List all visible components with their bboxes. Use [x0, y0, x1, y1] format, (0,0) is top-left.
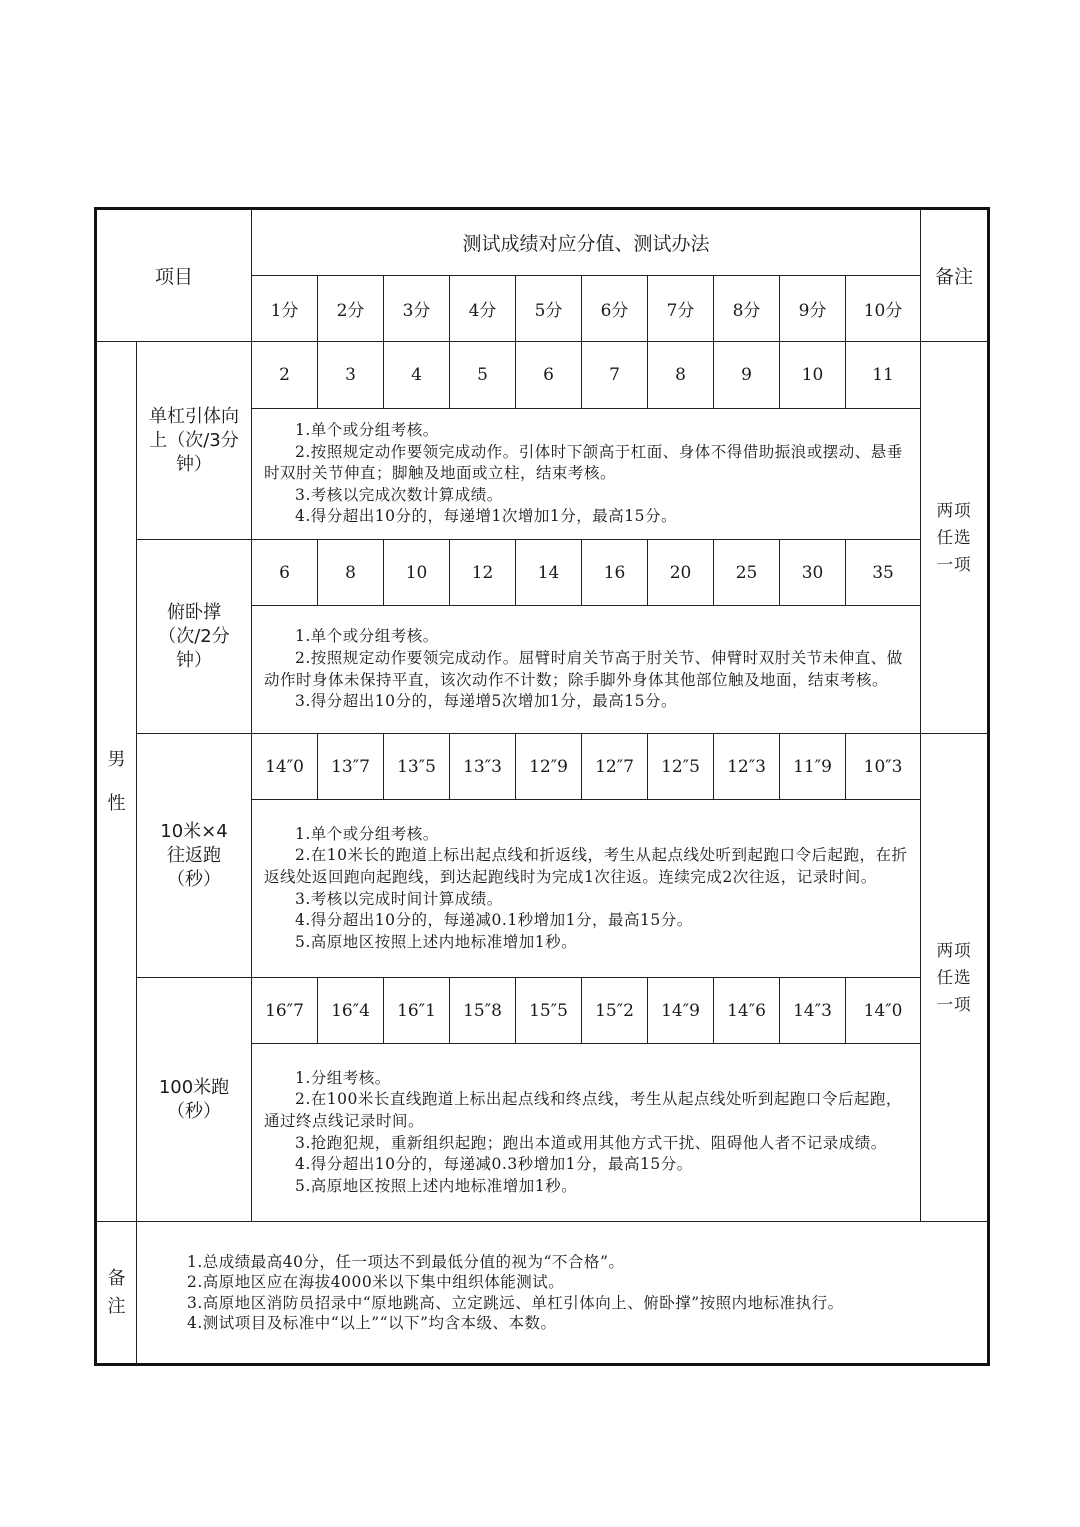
note-line: 两项 [936, 941, 972, 960]
item-name-cell [137, 342, 252, 540]
method-line: 1.单个或分组考核。 [295, 421, 439, 440]
item-name-cell [137, 540, 252, 734]
method-line: 3.得分超出10分的，每递增5次增加1分，最高15分。 [295, 692, 677, 711]
method-line: 3.考核以完成时间计算成绩。 [295, 889, 503, 908]
item-name-line: （次/2分 [158, 625, 230, 647]
method-line: 1.单个或分组考核。 [295, 824, 439, 843]
score-value: 35 [846, 540, 921, 606]
value-row [96, 734, 989, 800]
item-name-line: （秒） [167, 868, 221, 890]
note-header: 备注 [921, 209, 989, 342]
score-value: 15″5 [516, 978, 582, 1044]
note-line: 任选 [936, 968, 972, 987]
score-value: 7 [582, 342, 648, 409]
remarks-label-char: 注 [107, 1295, 126, 1317]
score-value: 2 [252, 342, 318, 409]
score-header: 2分 [318, 276, 384, 342]
score-header: 4分 [450, 276, 516, 342]
score-value: 6 [516, 342, 582, 409]
score-value: 14 [516, 540, 582, 606]
method-line: 4.得分超出10分的，每递减0.1秒增加1分，最高15分。 [295, 911, 693, 930]
remarks-row [96, 1222, 989, 1365]
score-value: 6 [252, 540, 318, 606]
score-header: 8分 [714, 276, 780, 342]
item-name-line: （秒） [167, 1100, 221, 1122]
method-line: 2.在10米长的跑道上标出起点线和折返线，考生从起点线处听到起跑口令后起跑，在折返线处返回跑向起跑线，到达起跑线时为完成1次往返。连续完成2次往返，记录时间。 [264, 846, 908, 886]
score-value: 20 [648, 540, 714, 606]
method-line: 5.高原地区按照上述内地标准增加1秒。 [295, 1176, 578, 1195]
score-value: 14″0 [846, 978, 921, 1044]
value-row [96, 540, 989, 606]
score-header: 6分 [582, 276, 648, 342]
test-method-cell [252, 1044, 921, 1222]
standards-sheet [94, 207, 987, 1366]
score-value: 4 [384, 342, 450, 409]
remarks-line: 1.总成绩最高40分，任一项达不到最低分值的视为“不合格”。 [187, 1252, 625, 1271]
score-value: 16″7 [252, 978, 318, 1044]
method-line: 3.抢跑犯规，重新组织起跑；跑出本道或用其他方式干扰、阻碍他人者不记录成绩。 [295, 1133, 887, 1152]
header-row [96, 209, 989, 276]
score-header: 9分 [780, 276, 846, 342]
item-name-cell [137, 978, 252, 1222]
score-value: 16″1 [384, 978, 450, 1044]
note-text [921, 937, 987, 1018]
item-header: 项目 [96, 209, 252, 342]
method-line: 2.在100米长直线跑道上标出起点线和终点线，考生从起点线处听到起跑口令后起跑，通过终点线记录时间。 [264, 1090, 902, 1130]
remarks-line: 3.高原地区消防员招录中“原地跳高、立定跳远、单杠引体向上、俯卧撑”按照内地标准执行。 [187, 1293, 844, 1312]
score-value: 12″7 [582, 734, 648, 800]
note-text [921, 497, 987, 578]
score-value: 12″9 [516, 734, 582, 800]
note-line: 一项 [936, 555, 972, 574]
score-value: 14″0 [252, 734, 318, 800]
score-value: 13″5 [384, 734, 450, 800]
method-line: 4.得分超出10分的，每递减0.3秒增加1分，最高15分。 [295, 1155, 693, 1174]
score-value: 11″9 [780, 734, 846, 800]
remarks-label-char: 备 [107, 1267, 126, 1289]
note-line: 任选 [936, 528, 972, 547]
value-row [96, 342, 989, 409]
score-value: 12″5 [648, 734, 714, 800]
score-value: 16″4 [318, 978, 384, 1044]
remarks-line: 2.高原地区应在海拔4000米以下集中组织体能测试。 [187, 1273, 565, 1291]
item-name-cell [137, 734, 252, 978]
test-method-cell [252, 800, 921, 978]
gender-cell [96, 342, 137, 1222]
score-value: 14″6 [714, 978, 780, 1044]
score-header: 3分 [384, 276, 450, 342]
item-name-line: 往返跑 [167, 844, 221, 866]
score-value: 8 [318, 540, 384, 606]
score-value: 16 [582, 540, 648, 606]
score-value: 14″9 [648, 978, 714, 1044]
test-method-cell [252, 409, 921, 540]
item-name-line: 钟） [176, 453, 212, 475]
score-value: 14″3 [780, 978, 846, 1044]
remarks-line: 4.测试项目及标准中“以上”“以下”均含本级、本数。 [187, 1314, 557, 1332]
item-name-line: 俯卧撑 [167, 601, 221, 623]
score-header: 5分 [516, 276, 582, 342]
score-value: 12″3 [714, 734, 780, 800]
method-line: 5.高原地区按照上述内地标准增加1秒。 [295, 932, 578, 951]
item-name-line: 10米×4 [160, 820, 228, 842]
scores-title: 测试成绩对应分值、测试办法 [252, 209, 921, 276]
value-row [96, 978, 989, 1044]
score-value: 15″8 [450, 978, 516, 1044]
score-value: 8 [648, 342, 714, 409]
item-name-line: 钟） [176, 649, 212, 671]
remarks-content [137, 1222, 989, 1365]
method-line: 4.得分超出10分的，每递增1次增加1分，最高15分。 [295, 507, 677, 526]
score-value: 9 [714, 342, 780, 409]
score-value: 10 [780, 342, 846, 409]
score-value: 25 [714, 540, 780, 606]
gender-char: 性 [107, 792, 126, 814]
note-line: 一项 [936, 995, 972, 1014]
item-name-line: 单杠引体向 [149, 405, 239, 427]
gender-char: 男 [107, 748, 126, 770]
remarks-label [96, 1222, 137, 1365]
item-name-line: 上（次/3分 [149, 429, 239, 451]
score-value: 30 [780, 540, 846, 606]
score-value: 10 [384, 540, 450, 606]
score-value: 10″3 [846, 734, 921, 800]
note-cell [921, 734, 989, 1222]
method-line: 2.按照规定动作要领完成动作。屈臂时肩关节高于肘关节、伸臂时双肘关节未伸直、做动作时身体未保持平直，该次动作不计数；除手脚外身体其他部位触及地面，结束考核。 [264, 648, 903, 689]
fitness-standards-table [94, 207, 990, 1366]
method-line: 1.单个或分组考核。 [295, 627, 439, 646]
score-header: 7分 [648, 276, 714, 342]
item-name-line: 100米跑 [158, 1076, 230, 1098]
score-value: 5 [450, 342, 516, 409]
method-line: 3.考核以完成次数计算成绩。 [295, 485, 503, 504]
score-value: 15″2 [582, 978, 648, 1044]
score-value: 13″3 [450, 734, 516, 800]
test-method-cell [252, 606, 921, 734]
method-line: 1.分组考核。 [295, 1068, 391, 1087]
score-header: 10分 [846, 276, 921, 342]
note-line: 两项 [936, 501, 972, 520]
score-value: 12 [450, 540, 516, 606]
score-header: 1分 [252, 276, 318, 342]
score-value: 11 [846, 342, 921, 409]
note-cell [921, 342, 989, 734]
score-value: 13″7 [318, 734, 384, 800]
score-value: 3 [318, 342, 384, 409]
method-line: 2.按照规定动作要领完成动作。引体时下颌高于杠面、身体不得借助振浪或摆动、悬垂时双肘关节伸直；脚触及地面或立柱，结束考核。 [264, 442, 903, 483]
